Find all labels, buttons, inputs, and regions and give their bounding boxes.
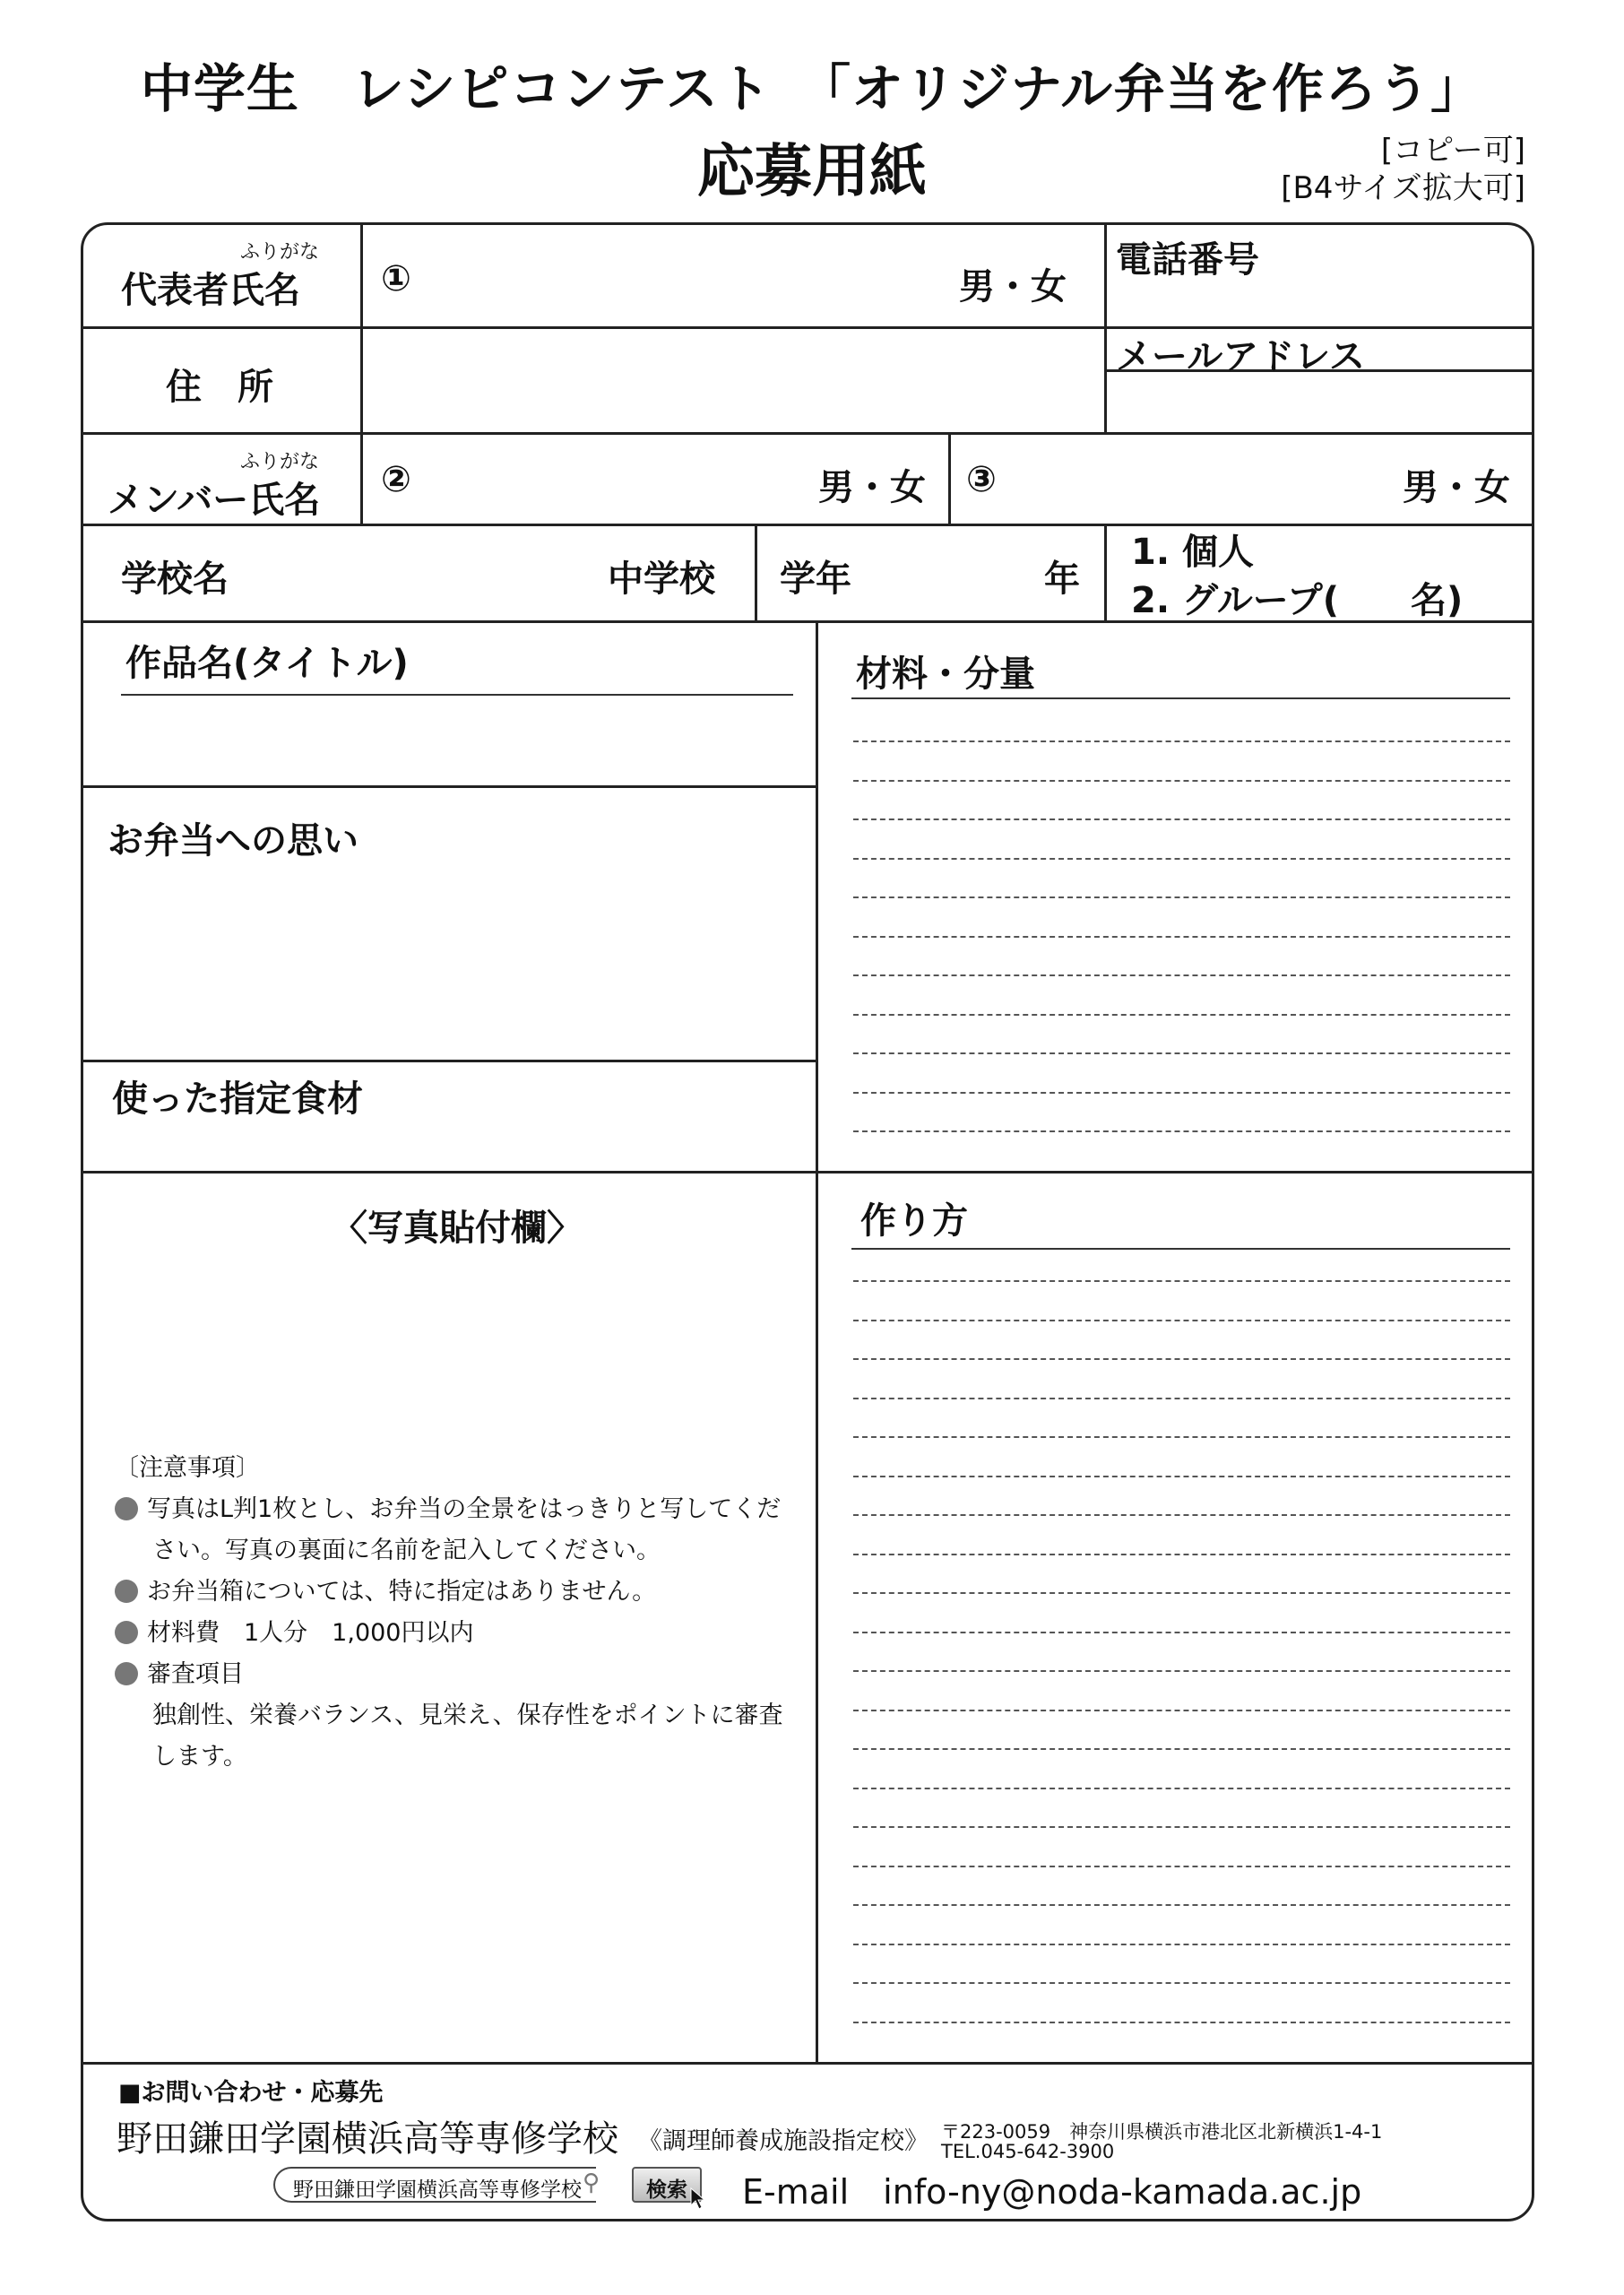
writing-line[interactable] bbox=[853, 1320, 1510, 1321]
writing-line[interactable] bbox=[853, 818, 1510, 820]
option-individual[interactable]: 1. 個人 bbox=[1131, 532, 1254, 573]
search-icon: ⚲ bbox=[583, 2169, 600, 2196]
divider bbox=[81, 2062, 1534, 2065]
size-note: [B4サイズ拡大可] bbox=[1281, 170, 1525, 206]
divider bbox=[755, 524, 757, 620]
divider bbox=[81, 432, 1534, 435]
writing-line[interactable] bbox=[853, 1866, 1510, 1867]
method-underline bbox=[851, 1248, 1510, 1250]
divider bbox=[81, 785, 816, 788]
divider bbox=[948, 432, 951, 524]
bullet-icon bbox=[115, 1662, 138, 1685]
email-label: メールアドレス bbox=[1116, 336, 1365, 377]
writing-line[interactable] bbox=[853, 1280, 1510, 1282]
note-item: 審査項目 bbox=[115, 1654, 796, 1695]
divider bbox=[81, 1060, 816, 1062]
title-underline bbox=[121, 694, 793, 696]
num-1: ① bbox=[381, 258, 411, 299]
writing-line[interactable] bbox=[853, 1982, 1510, 1984]
school-label: 学校名 bbox=[121, 559, 229, 600]
phone-label: 電話番号 bbox=[1116, 239, 1259, 281]
divider bbox=[1104, 524, 1107, 620]
notes-heading: 〔注意事項〕 bbox=[115, 1454, 260, 1482]
school-suffix: 中学校 bbox=[608, 559, 715, 600]
grade-suffix: 年 bbox=[1044, 559, 1080, 600]
writing-line[interactable] bbox=[853, 1436, 1510, 1438]
writing-line[interactable] bbox=[853, 1514, 1510, 1516]
bullet-icon bbox=[115, 1621, 138, 1644]
method-label: 作り方 bbox=[860, 1200, 968, 1242]
writing-line[interactable] bbox=[853, 896, 1510, 898]
photo-label: 〈写真貼付欄〉 bbox=[332, 1208, 583, 1249]
contact-email[interactable]: E-mail info-ny@noda-kamada.ac.jp bbox=[742, 2172, 1362, 2212]
gender-choice[interactable]: 男・女 bbox=[1403, 467, 1510, 508]
furigana-label: ふりがな bbox=[240, 451, 320, 473]
writing-line[interactable] bbox=[853, 1748, 1510, 1750]
writing-line[interactable] bbox=[853, 740, 1510, 742]
gender-choice[interactable]: 男・女 bbox=[959, 266, 1067, 307]
writing-line[interactable] bbox=[853, 1130, 1510, 1132]
writing-line[interactable] bbox=[853, 1092, 1510, 1094]
writing-line[interactable] bbox=[853, 858, 1510, 860]
writing-line[interactable] bbox=[853, 1788, 1510, 1789]
bullet-icon bbox=[115, 1497, 138, 1520]
grade-label: 学年 bbox=[780, 559, 851, 600]
writing-line[interactable] bbox=[853, 1670, 1510, 1672]
furigana-label: ふりがな bbox=[240, 241, 320, 264]
writing-line[interactable] bbox=[853, 780, 1510, 782]
note-item: お弁当箱については、特に指定はありません。 bbox=[115, 1572, 796, 1613]
notes-box bbox=[115, 1448, 796, 1778]
school-name: 野田鎌田学園横浜高等専修学校 bbox=[117, 2118, 618, 2160]
thoughts-label: お弁当への思い bbox=[108, 820, 358, 862]
designation: 《調理師養成施設指定校》 bbox=[638, 2127, 929, 2155]
note-item: 材料費 1人分 1,000円以内 bbox=[115, 1613, 796, 1654]
rep-name-label: 代表者氏名 bbox=[121, 270, 300, 311]
divider bbox=[81, 524, 1534, 526]
writing-line[interactable] bbox=[853, 1710, 1510, 1711]
writing-line[interactable] bbox=[853, 974, 1510, 976]
note-item-cont: します。 bbox=[152, 1743, 247, 1771]
option-group[interactable]: 2. グループ( 名) bbox=[1131, 580, 1464, 621]
num-2: ② bbox=[381, 459, 411, 500]
postal-address: 〒223-0059 神奈川県横浜市港北区北新横浜1-4-1 bbox=[941, 2121, 1383, 2143]
search-input[interactable]: 野田鎌田学園横浜高等専修学校 bbox=[273, 2167, 596, 2203]
tel: TEL.045-642-3900 bbox=[941, 2141, 1115, 2162]
writing-line[interactable] bbox=[853, 1632, 1510, 1633]
writing-line[interactable] bbox=[853, 1052, 1510, 1054]
gender-choice[interactable]: 男・女 bbox=[818, 467, 926, 508]
work-title-label: 作品名(タイトル) bbox=[125, 643, 409, 684]
form-title: 応募用紙 bbox=[697, 139, 927, 205]
writing-line[interactable] bbox=[853, 1826, 1510, 1828]
writing-line[interactable] bbox=[853, 1554, 1510, 1555]
member-name-label: メンバー氏名 bbox=[108, 480, 321, 521]
search-button[interactable]: 検索 bbox=[632, 2167, 702, 2203]
writing-line[interactable] bbox=[853, 1592, 1510, 1594]
writing-line[interactable] bbox=[853, 1476, 1510, 1477]
materials-label: 材料・分量 bbox=[856, 654, 1035, 695]
divider bbox=[81, 1171, 1534, 1173]
divider bbox=[360, 222, 363, 524]
num-3: ③ bbox=[966, 459, 997, 500]
writing-line[interactable] bbox=[853, 1358, 1510, 1360]
ingredients-used-label: 使った指定食材 bbox=[112, 1078, 363, 1120]
divider bbox=[1104, 222, 1107, 432]
note-item-cont: さい。写真の裏面に名前を記入してください。 bbox=[152, 1537, 661, 1564]
cursor-icon bbox=[690, 2187, 706, 2214]
writing-line[interactable] bbox=[853, 1014, 1510, 1016]
writing-line[interactable] bbox=[853, 1398, 1510, 1399]
writing-line[interactable] bbox=[853, 1904, 1510, 1906]
address-label: 住 所 bbox=[166, 367, 273, 408]
bullet-icon bbox=[115, 1580, 138, 1603]
divider bbox=[816, 620, 818, 2062]
contact-heading: ■お問い合わせ・応募先 bbox=[118, 2079, 384, 2107]
writing-line[interactable] bbox=[853, 2022, 1510, 2023]
note-item: 写真はL判1枚とし、お弁当の全景をはっきりと写してくだ bbox=[115, 1489, 796, 1530]
copy-note: [コピー可] bbox=[1380, 133, 1525, 169]
writing-line[interactable] bbox=[853, 1944, 1510, 1945]
contest-title: 中学生 レシピコンテスト 「オリジナル弁当を作ろう」 bbox=[140, 58, 1484, 119]
materials-underline bbox=[851, 697, 1510, 699]
note-item-cont: 独創性、栄養バランス、見栄え、保存性をポイントに審査 bbox=[152, 1702, 783, 1729]
writing-line[interactable] bbox=[853, 936, 1510, 938]
